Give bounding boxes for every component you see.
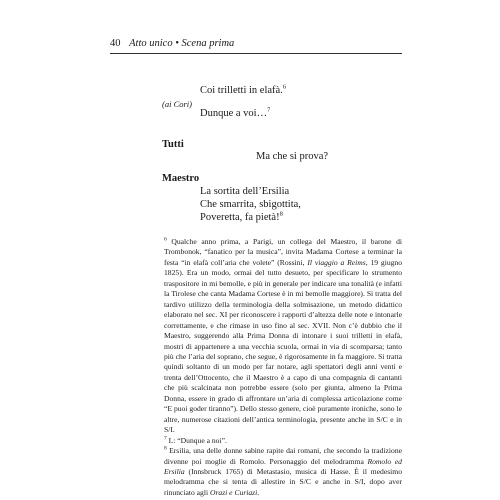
verse-line: Che smarrita, sbigottita, <box>200 199 301 210</box>
verse-line: La sortita dell’Ersilia <box>200 186 290 197</box>
footnote-7: $^7$ L: “Dunque a noi”. <box>164 435 227 445</box>
verse-line: Dunque a voi…$^7$ <box>200 106 271 119</box>
verse-line: Ma che si prova? <box>256 151 329 162</box>
stage-direction: (ai Cori) <box>162 99 192 109</box>
footnote-6: $^6$ Qualche anno prima, a Parigi, un collega del Maestro, il barone di Trombonok, “fanatico per la musica”, invita Madama Cortese a terminar la festa “in elafà coll’aria che volete” (Rossini, Il viaggio a Reims, 19 giugno 1825). Era un modo, ormai del tutto desueto, per specificare lo strumento traspositore in mi bemolle, e più in generale per indicare una tonalità (e infatti la Tirolese che canta Madama Cortese è in mi bemolle maggiore). Si tratta del tardivo utilizzo della terminologia della solmisazione, un metodo didattico elaborato nel sec. XI per riconoscere i rapporti d’altezza delle note e intonarle correttamente, e che rimase in uso fino al sec. XVII. Non c’è dubbio che il Maestro, suggerendo alla Prima Donna di intonare i suoi trilletti in elafà, mostri di appartenere a una vecchia scuola, ormai in via di scomparsa; tanto più che l’aria del soprano, che segue, è rigorosamente in fa maggiore. Si tratta quindi soltanto di un modo per far notare, agli spettatori degli anni venti e trenta dell’Ottocento, che il Maestro è a capo di una compagnia di cantanti che più scalcinata non potrebbe essere (solo per giunta, almeno la Prima Donna, essere in grado di affrontare un’aria di complessa articolazione come “E puoi goder tiranno”). Dello stesso genere, cioè puramente ironiche, sono le altre, numerose citazioni dell’antica terminologia, presente anche in S/C e in S/I. <box>164 236 403 435</box>
header-rule <box>110 53 402 54</box>
footnote-8: $^8$ Ersilia, una delle donne sabine rapite dai romani, che secondo la tradizione divenne poi moglie di Romolo. Personaggio del melodramma Romolo ed Ersilia (Innsbruck 1765) di Metastasio, musica di Hasse. È il medesimo melodramma che si tenta di allestire in S/C e anche in S/I, dopo aver rinunciato agli Orazi e Curiazi. <box>164 445 402 497</box>
footnote-ref: 7 <box>267 106 271 114</box>
running-title: Atto unico • Scena prima <box>129 38 235 49</box>
speaker-name: Maestro <box>162 173 200 184</box>
speaker-name: Tutti <box>162 139 184 150</box>
footnote-ref: 6 <box>282 83 287 91</box>
verse-line: Poveretta, fa pietà!$^8$ <box>200 210 283 223</box>
running-header <box>110 37 402 51</box>
verse-line: Coi trilletti in elafà.$^6$ <box>200 83 287 96</box>
page-number: 40 <box>110 38 121 49</box>
footnotes <box>164 237 402 498</box>
footnote-ref: 8 <box>279 210 283 218</box>
